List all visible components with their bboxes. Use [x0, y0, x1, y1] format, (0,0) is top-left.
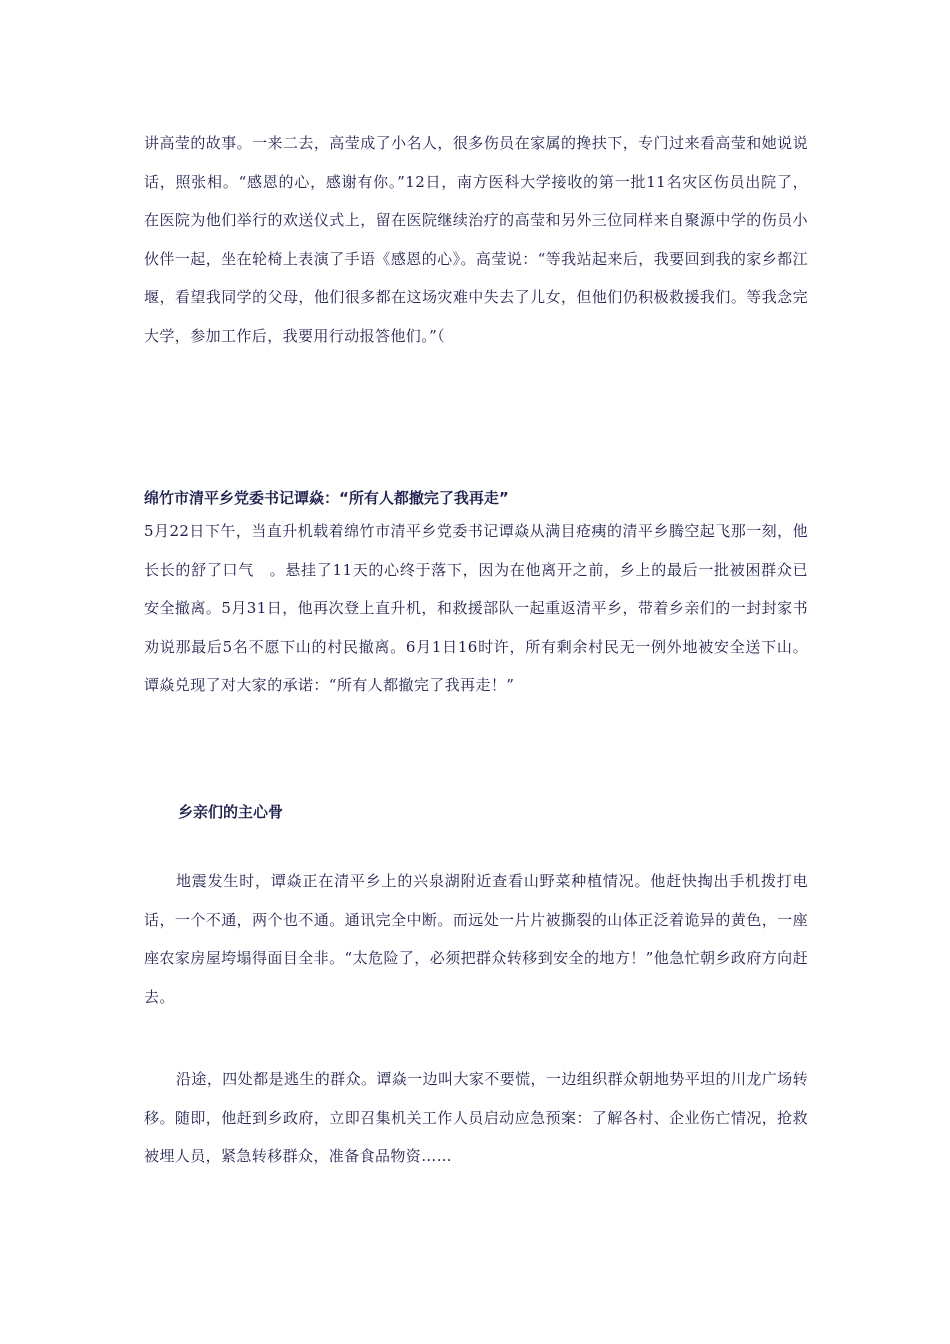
paragraph-gao-ying-story: 讲高莹的故事。一来二去，高莹成了小名人，很多伤员在家属的搀扶下，专门过来看高莹和她说说话，照张相。“感恩的心，感谢有你。”12日，南方医科大学接收的第一批11名灾区伤员出院了，在医院为他们举行的欢送仪式上，留在医院继续治疗的高莹和另外三位同样来自聚源中学的伤员小伙伴一起，坐在轮椅上表演了手语《感恩的心》。高莹说：“等我站起来后，我要回到我的家乡都江堰，看望我同学的父母，他们很多都在这场灾难中失去了儿女，但他们仍积极救援我们。等我念完大学，参加工作后，我要用行动报答他们。”（ [144, 134, 808, 345]
subsection-title: 乡亲们的主心骨 [178, 803, 284, 821]
section-title-tan-yan: 绵竹市清平乡党委书记谭焱：“所有人都撤完了我再走” [144, 489, 509, 507]
paragraph-helicopter-evacuation: 5月22日下午，当直升机载着绵竹市清平乡党委书记谭焱从满目疮痍的清平乡腾空起飞那一刻，他长长的舒了口气 。悬挂了11天的心终于落下，因为在他离开之前，乡上的最后一批被困群众已安全撤离。5月31日，他再次登上直升机，和救援部队一起重返清平乡，带着乡亲们的一封封家书劝说那最后5名不愿下山的村民撤离。6月1日16时许，所有剩余村民无一例外地被安全送下山。谭焱兑现了对大家的承诺：“所有人都撤完了我再走！” [144, 522, 808, 694]
paragraph-earthquake-moment: 地震发生时，谭焱正在清平乡上的兴泉湖附近查看山野菜种植情况。他赶快掏出手机拨打电话，一个不通，两个也不通。通讯完全中断。而远处一片片被撕裂的山体正泛着诡异的黄色，一座座农家房屋垮塌得面目全非。“太危险了，必须把群众转移到安全的地方！”他急忙朝乡政府方向赶去。 [144, 872, 808, 1006]
paragraph-evacuation-organizing: 沿途，四处都是逃生的群众。谭焱一边叫大家不要慌，一边组织群众朝地势平坦的川龙广场转移。随即，他赶到乡政府，立即召集机关工作人员启动应急预案：了解各村、企业伤亡情况，抢救被埋人员，紧急转移群众，准备食品物资…… [144, 1070, 808, 1165]
